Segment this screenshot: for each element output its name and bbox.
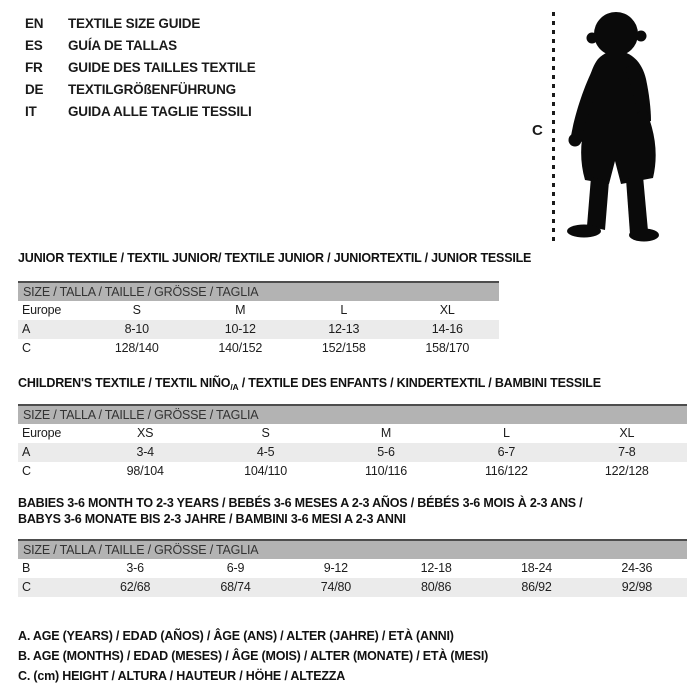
size-cell: XS — [137, 426, 154, 440]
age-cell: 12-18 — [420, 561, 452, 575]
height-cell: 74/80 — [320, 580, 351, 594]
row-label: C — [22, 341, 31, 355]
row-label: Europe — [22, 426, 62, 440]
children-table-title — [18, 376, 601, 390]
row-label: C — [22, 464, 31, 478]
legend-line-b: B. AGE (MONTHS) / EDAD (MESES) / ÂGE (MOIS) / ALTER (MONATE) / ETÀ (MESI) — [18, 649, 489, 663]
language-title: GUIDA ALLE TAGLIE TESSILI — [68, 104, 252, 119]
babies-size-table — [18, 539, 687, 597]
size-header-bar: SIZE / TALLA / TAILLE / GRÖSSE / TAGLIA — [18, 404, 687, 424]
legend-line-a: A. AGE (YEARS) / EDAD (AÑOS) / ÂGE (ANS) / ALTER (JAHRE) / ETÀ (ANNI) — [18, 629, 454, 643]
age-cell: 5-6 — [377, 445, 395, 459]
height-cell: 68/74 — [220, 580, 251, 594]
babies-table-title — [18, 495, 582, 527]
height-cell: 98/104 — [126, 464, 164, 478]
size-header-bar: SIZE / TALLA / TAILLE / GRÖSSE / TAGLIA — [18, 281, 499, 301]
table-row-age-years — [18, 443, 687, 462]
table-row-height-cm — [18, 578, 687, 597]
height-cell: 158/170 — [425, 341, 470, 355]
size-cell: S — [261, 426, 270, 440]
language-title: GUIDE DES TAILLES TEXTILE — [68, 60, 256, 75]
row-label: A — [22, 445, 31, 459]
height-cell: 128/140 — [114, 341, 159, 355]
row-label: C — [22, 580, 31, 594]
language-code: EN — [25, 16, 44, 31]
table-row-age-years — [18, 320, 499, 339]
language-code: IT — [25, 104, 37, 119]
language-row-en — [25, 13, 256, 35]
language-row-it — [25, 101, 256, 123]
language-title: TEXTILE SIZE GUIDE — [68, 16, 201, 31]
size-header-bar: SIZE / TALLA / TAILLE / GRÖSSE / TAGLIA — [18, 539, 687, 559]
children-title-subscript: /A — [230, 382, 239, 392]
row-label: A — [22, 322, 31, 336]
size-cell: L — [340, 303, 348, 317]
table-row-europe — [18, 424, 687, 443]
age-cell: 14-16 — [431, 322, 463, 336]
row-label: B — [22, 561, 31, 575]
table-row-height-cm — [18, 462, 687, 481]
size-cell: XL — [619, 426, 635, 440]
age-cell: 10-12 — [224, 322, 256, 336]
language-row-fr — [25, 57, 256, 79]
language-title: TEXTILGRÖßENFÜHRUNG — [68, 82, 236, 97]
height-cell: 116/122 — [484, 464, 528, 478]
age-cell: 6-7 — [497, 445, 516, 459]
age-cell: 18-24 — [521, 561, 552, 575]
language-row-de — [25, 79, 256, 101]
height-cell: 80/86 — [421, 580, 452, 594]
age-cell: 12-13 — [328, 322, 360, 336]
table-row-europe — [18, 301, 499, 320]
size-cell: L — [503, 426, 510, 440]
age-cell: 24-36 — [621, 561, 653, 575]
height-measure-label: C — [532, 122, 543, 139]
language-code: FR — [25, 60, 43, 75]
size-cell: XL — [439, 303, 455, 317]
junior-table-title: JUNIOR TEXTILE / TEXTIL JUNIOR/ TEXTILE JUNIOR / JUNIORTEXTIL / JUNIOR TESSILE — [18, 251, 532, 265]
table-row-height-cm — [18, 339, 499, 358]
children-title-post: / TEXTILE DES ENFANTS / KINDERTEXTIL / BAMBINI TESSILE — [238, 376, 601, 390]
age-cell: 6-9 — [226, 561, 245, 575]
height-cell: 86/92 — [521, 580, 552, 594]
size-cell: M — [235, 303, 246, 317]
language-code: ES — [25, 38, 43, 53]
language-row-es — [25, 35, 256, 57]
row-label: Europe — [22, 303, 62, 317]
babies-title-line1: BABIES 3-6 MONTH TO 2-3 YEARS / BEBÉS 3-6 MESES A 2-3 AÑOS / BÉBÉS 3-6 MOIS À 2-3 ANS / — [18, 496, 583, 510]
language-code: DE — [25, 82, 44, 97]
size-cell: M — [380, 426, 392, 440]
height-cell: 140/152 — [218, 341, 263, 355]
height-cell: 62/68 — [120, 580, 151, 594]
size-cell: S — [132, 303, 141, 317]
height-measure-dotted-line — [552, 12, 555, 242]
children-size-table — [18, 404, 687, 481]
junior-size-table — [18, 281, 499, 358]
children-title-pre: CHILDREN'S TEXTILE / TEXTIL NIÑO — [18, 376, 231, 390]
age-cell: 9-12 — [323, 561, 348, 575]
babies-title-line2: BABYS 3-6 MONATE BIS 2-3 JAHRE / BAMBINI 3-6 MESI A 2-3 ANNI — [18, 512, 406, 526]
age-cell: 3-6 — [126, 561, 144, 575]
age-cell: 4-5 — [256, 445, 275, 459]
height-cell: 104/110 — [244, 464, 288, 478]
language-title: GUÍA DE TALLAS — [68, 38, 177, 53]
measurement-legend — [18, 626, 488, 686]
baby-silhouette-icon — [562, 9, 664, 243]
age-cell: 7-8 — [618, 445, 636, 459]
table-row-age-months — [18, 559, 687, 578]
legend-line-c: C. (cm) HEIGHT / ALTURA / HAUTEUR / HÖHE / ALTEZZA — [18, 669, 346, 683]
language-list — [25, 13, 256, 123]
height-cell: 152/158 — [321, 341, 366, 355]
age-cell: 3-4 — [136, 445, 154, 459]
height-cell: 92/98 — [621, 580, 652, 594]
height-cell: 122/128 — [604, 464, 649, 478]
age-cell: 8-10 — [124, 322, 149, 336]
height-cell: 110/116 — [365, 464, 407, 478]
